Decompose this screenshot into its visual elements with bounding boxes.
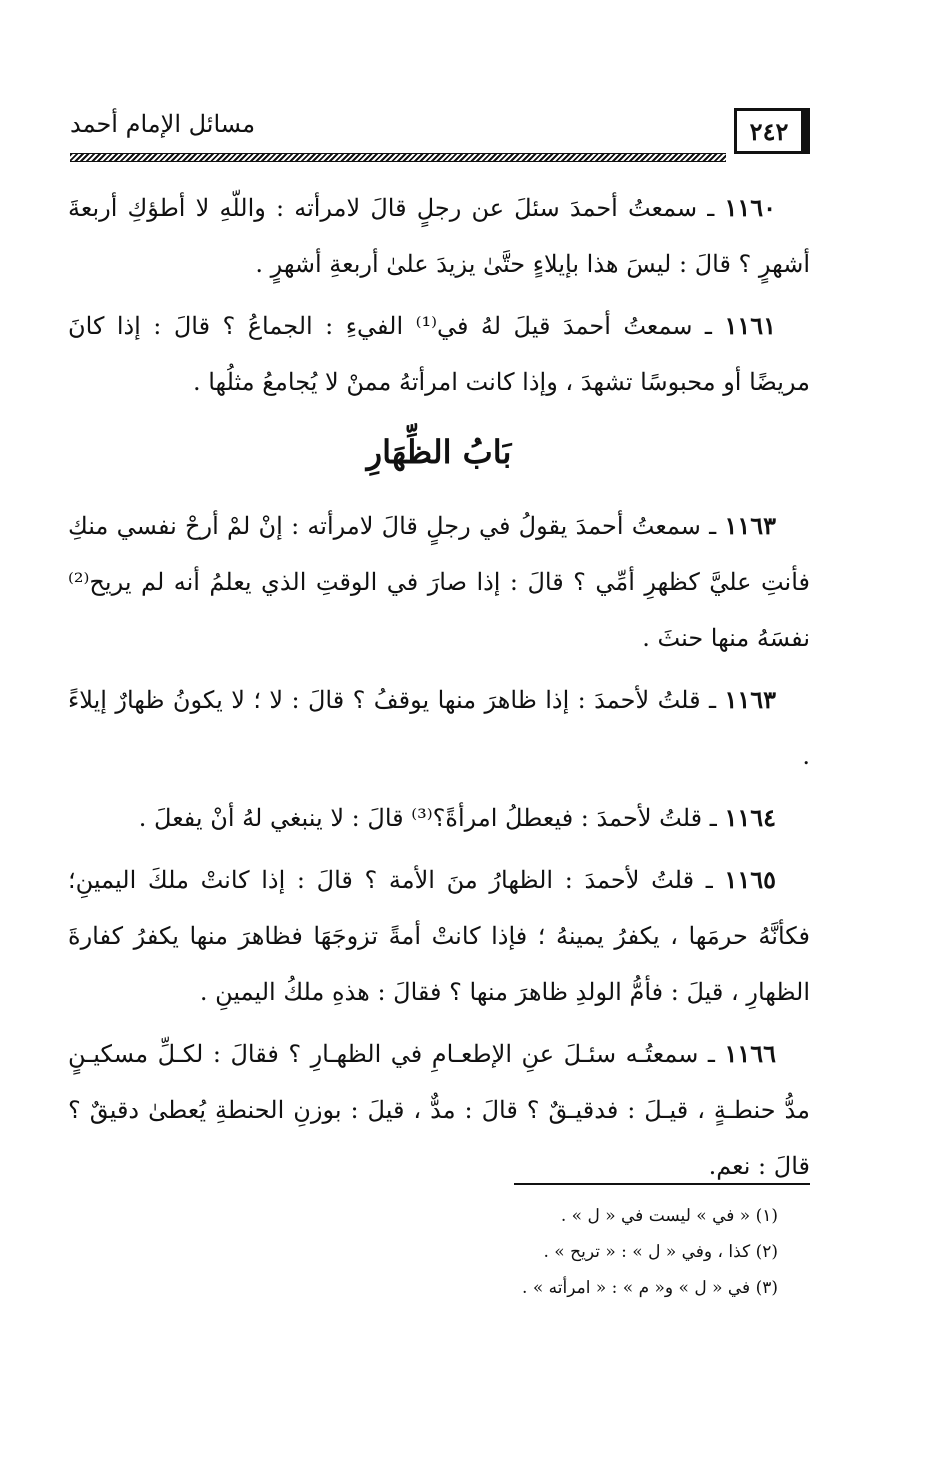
footnote: (٣) في « ل » و« م » : « امرأته » . xyxy=(522,1278,778,1298)
issue-number: ١١٦٠ xyxy=(724,193,776,222)
paragraph xyxy=(68,1026,810,1194)
paragraph xyxy=(68,672,810,784)
paragraph xyxy=(68,790,810,846)
paragraph-text: ـ قلتُ لأحمدَ : الظهارُ منَ الأمة ؟ قالَ : إذا كانتْ ملكَ اليمينِ؛ فكأنَّهُ حرمَها ، يكفرُ يمينهُ ؛ فإذا كانتْ أمةً تزوجَهَا فظاهرَ منها يكفرُ كفارةَ الظهارِ ، قيلَ : فأمُّ الولدِ ظاهرَ منها ؟ فقالَ : هذهِ ملكُ اليمينِ . xyxy=(68,866,811,1006)
page-header xyxy=(70,100,810,162)
paragraph xyxy=(68,180,810,292)
issue-number: ١١٦٣ xyxy=(724,511,776,540)
paragraph xyxy=(68,498,810,666)
paragraph-text: ـ سمعتُـه سئـلَ عنِ الإطعـامِ في الظهـارِ ؟ فقالَ : لكـلِّ مسكيـنٍ مدُّ حنطـةٍ ، قيـلَ : فدقيـقٌ ؟ قالَ : مدٌّ ، قيلَ : بوزنِ الحنطةِ يُعطىٰ دقيقٌ ؟ قالَ : نعم. xyxy=(68,1040,810,1180)
header-rule xyxy=(70,153,726,162)
paragraph-text: ـ قلتُ لأحمدَ : إذا ظاهرَ منها يوقفُ ؟ قالَ : لا ؛ لا يكونُ ظهارٌ إيلاءً . xyxy=(68,686,810,770)
paragraph-text: ـ سمعتُ أحمدَ يقولُ في رجلٍ قالَ لامرأته : إنْ لمْ أرحْ نفسي منكِ فأنتِ عليَّ كظهرِ أمِّي ؟ قالَ : إذا صارَ في الوقتِ الذي يعلمُ أنه لم يريح⁽²⁾ نفسَهُ منها حنثَ . xyxy=(68,512,810,652)
issue-number: ١١٦١ xyxy=(724,311,776,340)
footnote: (١) « في » ليست في « ل » . xyxy=(560,1206,778,1226)
issue-number: ١١٦٤ xyxy=(724,803,776,832)
paragraph-text: ـ قلتُ لأحمدَ : فيعطلُ امرأةً؟⁽³⁾ قالَ : لا ينبغي لهُ أنْ يفعلَ . xyxy=(138,804,717,832)
paragraph-text: ـ سمعتُ أحمدَ قيلَ لهُ في⁽¹⁾ الفيءِ : الجماعُ ؟ قالَ : إذا كانَ مريضًا أو محبوسًا تشهدَ ، وإذا كانت امرأتهُ ممنْ لا يُجامعُ مثلُها . xyxy=(68,312,810,396)
footnote: (٢) كذا ، وفي « ل » : « تريح » . xyxy=(543,1242,778,1262)
footnote-rule xyxy=(514,1183,810,1185)
paragraph xyxy=(68,298,810,410)
paragraph-text: ـ سمعتُ أحمدَ سئلَ عن رجلٍ قالَ لامرأته : واللّهِ لا أطؤكِ أربعةَ أشهرٍ ؟ قالَ : ليسَ هذا بإيلاءٍ حتَّىٰ يزيدَ علىٰ أربعةِ أشهرٍ . xyxy=(68,194,810,278)
footnotes xyxy=(358,1198,778,1306)
issue-number: ١١٦٣ xyxy=(724,685,776,714)
issue-number: ١١٦٦ xyxy=(724,1039,776,1068)
main-text xyxy=(68,180,810,1200)
paragraph xyxy=(68,852,810,1020)
page-number: ٢٤٢ xyxy=(734,108,810,154)
issue-number: ١١٦٥ xyxy=(724,865,776,894)
chapter-title: بَابُ الظِّهَارِ xyxy=(366,433,512,471)
running-title: مسائل الإمام أحمد xyxy=(70,110,256,138)
